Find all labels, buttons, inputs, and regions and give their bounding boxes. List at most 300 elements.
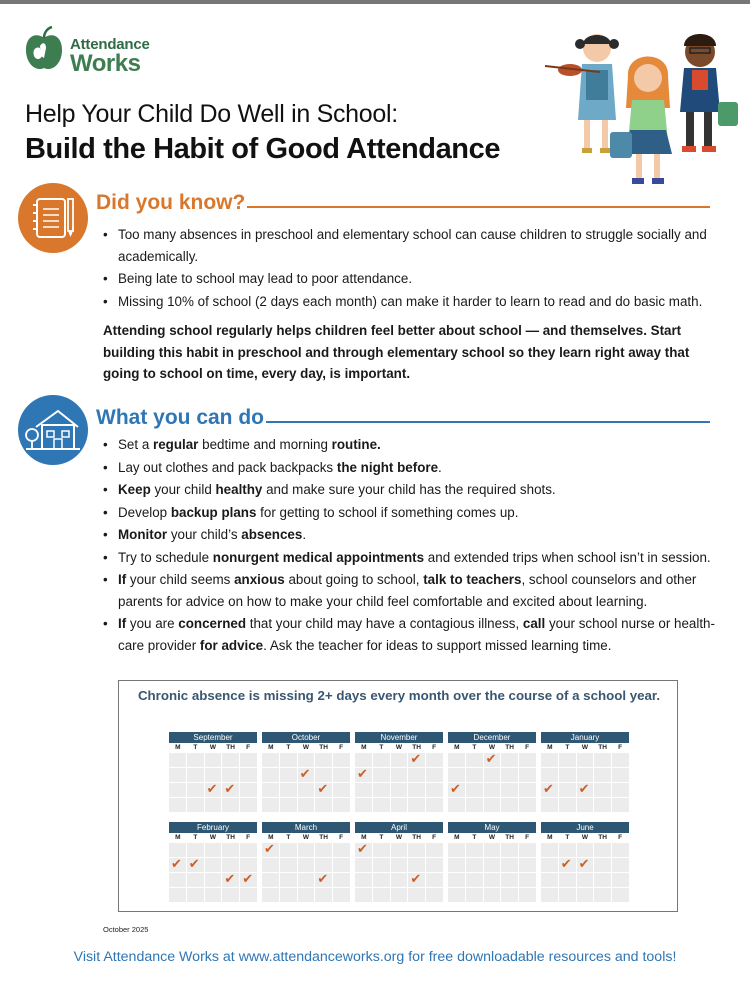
- calendar-day: [408, 768, 425, 782]
- key-message-paragraph: Attending school regularly helps children feel better about school — and themselves. Start building this habit in preschool and through elementary school so they learn right away that going to school on time, every day, is important.: [103, 323, 690, 381]
- calendar-day: [355, 858, 372, 872]
- text: and extended trips when school isn’t in session.: [424, 549, 711, 565]
- school-building-icon: [18, 395, 88, 465]
- weekday-label: M: [175, 744, 181, 751]
- calendar-day: [577, 768, 594, 782]
- bold-text: regular: [153, 437, 199, 452]
- text: that your child may have a contagious illness,: [246, 616, 523, 631]
- text: and make sure your child has the required shots.: [262, 482, 556, 497]
- bold-text: the night before: [336, 459, 439, 475]
- calendar-day: [519, 888, 536, 902]
- calendar-day: [187, 798, 204, 812]
- calendar-day: [333, 753, 350, 767]
- calendar-day: [280, 888, 297, 902]
- calendar-day: [280, 753, 297, 767]
- calendar-day: [448, 798, 465, 812]
- footer-link-text[interactable]: Visit Attendance Works at www.attendanceworks.org for free downloadable resources and tools!: [73, 949, 677, 965]
- calendar-day: [391, 888, 408, 902]
- bold-text: talk to teachers: [423, 572, 522, 587]
- calendar-day: [187, 873, 204, 887]
- weekday-label: T: [286, 834, 291, 841]
- calendar-day: [169, 768, 186, 782]
- month-name: June: [541, 822, 629, 833]
- calendar-day: [373, 798, 390, 812]
- calendar-day: [519, 753, 536, 767]
- list-item: • Missing 10% of school (2 days each month) can make it harder to learn to read and do basic math.: [102, 291, 727, 313]
- list-item: [102, 613, 727, 656]
- weekday-label: TH: [505, 834, 514, 841]
- calendar-day: [240, 783, 257, 797]
- calendar-day: [426, 783, 443, 797]
- weekday-label: TH: [412, 834, 421, 841]
- weekday-label: T: [565, 744, 570, 751]
- calendar-day: [355, 798, 372, 812]
- calendar-day: [448, 888, 465, 902]
- calendar-day: [426, 858, 443, 872]
- calendar-day: [240, 888, 257, 902]
- calendar-day: [187, 843, 204, 857]
- logo-text-attendance: Attendance: [70, 36, 150, 53]
- section-title-what-you-can-do: What you can do: [96, 406, 264, 429]
- calendar-day: [484, 873, 501, 887]
- calendar-day: [169, 873, 186, 887]
- calendar-day: [594, 843, 611, 857]
- text: bedtime and morning: [198, 437, 332, 452]
- section-divider: [266, 421, 710, 423]
- calendar-day: [262, 798, 279, 812]
- calendar-day: [408, 798, 425, 812]
- calendar-month: [448, 822, 536, 902]
- chronic-absence-calendar: [118, 680, 678, 912]
- calendar-day: [355, 873, 372, 887]
- calendar-day: [426, 798, 443, 812]
- calendar-day: [559, 783, 576, 797]
- calendar-day: [315, 768, 332, 782]
- calendar-day: [448, 843, 465, 857]
- bold-text: call: [522, 616, 546, 631]
- calendar-day: [466, 873, 483, 887]
- calendar-day: [519, 843, 536, 857]
- list-item: • Too many absences in preschool and elementary school can cause children to struggle socially and academically.: [102, 224, 727, 267]
- bold-text: If: [118, 616, 127, 631]
- month-name: September: [169, 732, 257, 743]
- list-item: • Being late to school may lead to poor attendance.: [102, 268, 727, 290]
- weekday-label: F: [339, 744, 344, 751]
- calendar-day: [519, 783, 536, 797]
- calendar-day: [466, 768, 483, 782]
- calendar-day: [559, 753, 576, 767]
- title-line-1: Help Your Child Do Well in School:: [25, 100, 398, 128]
- calendar-day: [501, 888, 518, 902]
- absence-check-icon: [240, 873, 257, 887]
- weekday-label: F: [339, 834, 344, 841]
- weekday-label: T: [193, 744, 198, 751]
- calendar-day: [594, 753, 611, 767]
- weekday-label: F: [246, 834, 251, 841]
- calendar-day: [391, 873, 408, 887]
- calendar-day: [501, 798, 518, 812]
- section-divider: [247, 206, 710, 208]
- month-name: February: [169, 822, 257, 833]
- calendar-day: [541, 798, 558, 812]
- calendar-day: [501, 783, 518, 797]
- list-item: [102, 479, 727, 501]
- text: Try to schedule: [118, 549, 213, 565]
- weekday-label: W: [581, 834, 589, 841]
- calendar-day: [484, 783, 501, 797]
- calendar-day: [315, 798, 332, 812]
- absence-check-icon: [262, 843, 279, 857]
- weekday-label: T: [286, 744, 291, 751]
- calendar-day: [448, 753, 465, 767]
- absence-check-icon: [222, 873, 239, 887]
- calendar-day: [541, 843, 558, 857]
- weekday-label: T: [379, 744, 384, 751]
- calendar-day: [541, 858, 558, 872]
- weekday-label: TH: [598, 834, 607, 841]
- list-item: [102, 524, 727, 546]
- calendar-day: [577, 753, 594, 767]
- calendar-day: [612, 843, 629, 857]
- calendar-day: [594, 798, 611, 812]
- weekday-label: TH: [226, 834, 235, 841]
- calendar-day: [187, 753, 204, 767]
- what-you-can-do-list: [102, 434, 727, 657]
- calendar-day: [262, 858, 279, 872]
- absence-check-icon: [169, 858, 186, 872]
- absence-check-icon: [484, 753, 501, 767]
- calendar-day: [373, 873, 390, 887]
- weekday-label: W: [302, 744, 310, 751]
- weekday-label: M: [547, 834, 553, 841]
- bold-text: Keep: [118, 482, 151, 497]
- weekday-header: [262, 743, 350, 753]
- calendar-day: [594, 873, 611, 887]
- calendar-day: [280, 843, 297, 857]
- calendar-day: [519, 768, 536, 782]
- calendar-day: [466, 783, 483, 797]
- calendar-day: [262, 753, 279, 767]
- calendar-day: [240, 843, 257, 857]
- calendar-day: [262, 768, 279, 782]
- weekday-label: F: [618, 744, 623, 751]
- calendar-month: [355, 732, 443, 812]
- calendar-day: [373, 753, 390, 767]
- calendar-day: [448, 858, 465, 872]
- calendar-day: [612, 858, 629, 872]
- calendar-day: [559, 798, 576, 812]
- weekday-header: [355, 743, 443, 753]
- calendar-day: [612, 888, 629, 902]
- calendar-day: [373, 888, 390, 902]
- weekday-label: W: [395, 834, 403, 841]
- weekday-label: F: [618, 834, 623, 841]
- calendar-day: [205, 888, 222, 902]
- calendar-day: [426, 843, 443, 857]
- calendar-day: [466, 843, 483, 857]
- absence-check-icon: [408, 753, 425, 767]
- calendar-day: [541, 888, 558, 902]
- calendar-month: [169, 732, 257, 812]
- calendar-day: [262, 783, 279, 797]
- weekday-label: F: [246, 744, 251, 751]
- bold-text: Monitor: [118, 527, 168, 542]
- month-name: October: [262, 732, 350, 743]
- calendar-day: [205, 798, 222, 812]
- text: your school nurse or health-care provider: [118, 616, 715, 653]
- text: Lay out clothes and pack backpacks: [118, 459, 337, 475]
- calendar-day: [519, 873, 536, 887]
- bold-text: nonurgent medical appointments: [212, 549, 425, 565]
- calendar-day: [280, 768, 297, 782]
- calendar-day: [222, 888, 239, 902]
- calendar-month: [262, 822, 350, 902]
- weekday-label: F: [432, 834, 437, 841]
- list-item: [102, 434, 727, 456]
- calendar-day: [280, 783, 297, 797]
- weekday-header: [169, 743, 257, 753]
- absence-check-icon: [222, 783, 239, 797]
- calendar-day: [391, 858, 408, 872]
- calendar-day: [466, 798, 483, 812]
- weekday-label: TH: [319, 744, 328, 751]
- calendar-day: [594, 783, 611, 797]
- calendar-day: [280, 873, 297, 887]
- month-name: January: [541, 732, 629, 743]
- weekday-header: [262, 833, 350, 843]
- weekday-label: T: [379, 834, 384, 841]
- absence-check-icon: [448, 783, 465, 797]
- text: , school counselors and other parents for advice on how to make your child feel comfortable and excited about learning.: [118, 572, 697, 609]
- calendar-day: [169, 798, 186, 812]
- calendar-day: [315, 888, 332, 902]
- weekday-label: TH: [598, 744, 607, 751]
- text: Set a: [118, 437, 153, 452]
- calendar-day: [391, 753, 408, 767]
- calendar-day: [240, 768, 257, 782]
- calendar-day: [205, 753, 222, 767]
- absence-check-icon: [298, 768, 315, 782]
- bold-text: healthy: [215, 482, 263, 497]
- calendar-month: [262, 732, 350, 812]
- calendar-day: [466, 888, 483, 902]
- calendar-day: [577, 798, 594, 812]
- absence-check-icon: [408, 873, 425, 887]
- calendar-day: [484, 768, 501, 782]
- calendar-day: [408, 783, 425, 797]
- calendar-day: [501, 873, 518, 887]
- weekday-label: T: [565, 834, 570, 841]
- weekday-label: F: [432, 744, 437, 751]
- bold-text: routine.: [331, 437, 381, 452]
- calendar-day: [315, 843, 332, 857]
- calendar-day: [466, 753, 483, 767]
- calendar-day: [559, 873, 576, 887]
- calendar-day: [262, 873, 279, 887]
- calendar-day: [222, 753, 239, 767]
- weekday-label: W: [209, 744, 217, 751]
- calendar-day: [355, 888, 372, 902]
- calendar-day: [426, 873, 443, 887]
- weekday-label: F: [525, 744, 530, 751]
- calendar-day: [240, 798, 257, 812]
- month-name: March: [262, 822, 350, 833]
- text: about going to school,: [284, 572, 424, 587]
- calendar-day: [391, 768, 408, 782]
- absence-check-icon: [559, 858, 576, 872]
- weekday-label: T: [193, 834, 198, 841]
- section-title-did-you-know: Did you know?: [96, 191, 246, 214]
- calendar-day: [169, 888, 186, 902]
- absence-check-icon: [355, 843, 372, 857]
- absence-check-icon: [315, 873, 332, 887]
- calendar-day: [333, 888, 350, 902]
- bold-text: concerned: [178, 616, 247, 631]
- calendar-day: [240, 858, 257, 872]
- title-line-2: Build the Habit of Good Attendance: [25, 133, 501, 165]
- calendar-day: [484, 843, 501, 857]
- text: your child: [150, 482, 216, 497]
- calendar-day: [391, 843, 408, 857]
- calendar-day: [501, 768, 518, 782]
- calendar-day: [466, 858, 483, 872]
- weekday-label: W: [302, 834, 310, 841]
- calendar-day: [298, 843, 315, 857]
- text: you are: [126, 616, 179, 631]
- calendar-day: [298, 888, 315, 902]
- calendar-day: [391, 798, 408, 812]
- calendar-day: [612, 768, 629, 782]
- calendar-month: [355, 822, 443, 902]
- calendar-day: [169, 753, 186, 767]
- calendar-day: [333, 783, 350, 797]
- weekday-label: M: [454, 834, 460, 841]
- calendar-month: [541, 732, 629, 812]
- weekday-label: W: [581, 744, 589, 751]
- calendar-month: [169, 822, 257, 902]
- absence-check-icon: [577, 783, 594, 797]
- weekday-label: W: [209, 834, 217, 841]
- weekday-label: M: [268, 744, 274, 751]
- calendar-day: [577, 843, 594, 857]
- calendar-day: [448, 873, 465, 887]
- calendar-day: [594, 858, 611, 872]
- weekday-header: [448, 833, 536, 843]
- weekday-label: TH: [226, 744, 235, 751]
- calendar-day: [577, 873, 594, 887]
- calendar-day: [373, 768, 390, 782]
- calendar-day: [240, 753, 257, 767]
- calendar-day: [315, 753, 332, 767]
- list-item: [102, 457, 727, 479]
- calendar-day: [408, 843, 425, 857]
- calendar-day: [355, 783, 372, 797]
- absence-check-icon: [541, 783, 558, 797]
- calendar-day: [205, 768, 222, 782]
- weekday-label: M: [175, 834, 181, 841]
- apple-logo-icon: [24, 26, 64, 74]
- calendar-day: [408, 858, 425, 872]
- calendar-day: [373, 858, 390, 872]
- month-name: April: [355, 822, 443, 833]
- weekday-label: TH: [505, 744, 514, 751]
- calendar-day: [612, 783, 629, 797]
- calendar-day: [426, 753, 443, 767]
- logo-text-works: Works: [70, 50, 141, 77]
- calendar-day: [484, 858, 501, 872]
- weekday-header: [355, 833, 443, 843]
- list-item: [102, 502, 727, 524]
- calendar-day: [373, 783, 390, 797]
- calendar-day: [541, 768, 558, 782]
- weekday-label: M: [454, 744, 460, 751]
- calendar-day: [333, 858, 350, 872]
- calendar-day: [519, 798, 536, 812]
- month-name: May: [448, 822, 536, 833]
- absence-check-icon: [355, 768, 372, 782]
- calendar-day: [169, 843, 186, 857]
- month-name: December: [448, 732, 536, 743]
- calendar-day: [559, 768, 576, 782]
- weekday-label: TH: [412, 744, 421, 751]
- weekday-header: [169, 833, 257, 843]
- calendar-day: [298, 858, 315, 872]
- weekday-label: W: [395, 744, 403, 751]
- calendar-day: [484, 798, 501, 812]
- calendar-day: [298, 873, 315, 887]
- calendar-day: [612, 798, 629, 812]
- calendar-day: [205, 873, 222, 887]
- calendar-day: [187, 783, 204, 797]
- text: Develop: [118, 504, 171, 520]
- calendar-day: [559, 888, 576, 902]
- month-name: November: [355, 732, 443, 743]
- calendar-day: [577, 888, 594, 902]
- calendar-day: [448, 768, 465, 782]
- bold-text: anxious: [234, 572, 285, 587]
- calendar-day: [426, 768, 443, 782]
- weekday-header: [541, 743, 629, 753]
- calendar-day: [373, 843, 390, 857]
- weekday-label: M: [361, 744, 367, 751]
- calendar-day: [612, 873, 629, 887]
- calendar-day: [169, 783, 186, 797]
- calendar-day: [222, 843, 239, 857]
- calendar-day: [333, 843, 350, 857]
- notebook-pencil-icon: [18, 183, 88, 253]
- calendar-day: [594, 888, 611, 902]
- bold-text: If: [118, 572, 127, 587]
- absence-check-icon: [315, 783, 332, 797]
- text: .: [438, 459, 442, 475]
- calendar-day: [222, 858, 239, 872]
- calendar-day: [222, 768, 239, 782]
- bold-text: absences: [241, 527, 303, 542]
- calendar-day: [333, 768, 350, 782]
- weekday-header: [541, 833, 629, 843]
- text: .: [302, 527, 307, 542]
- calendar-day: [280, 858, 297, 872]
- text: your child’s: [167, 527, 242, 542]
- calendar-day: [594, 768, 611, 782]
- calendar-day: [559, 843, 576, 857]
- calendar-day: [541, 753, 558, 767]
- weekday-label: F: [525, 834, 530, 841]
- calendar-day: [408, 888, 425, 902]
- calendar-day: [187, 888, 204, 902]
- calendar-day: [315, 858, 332, 872]
- absence-check-icon: [205, 783, 222, 797]
